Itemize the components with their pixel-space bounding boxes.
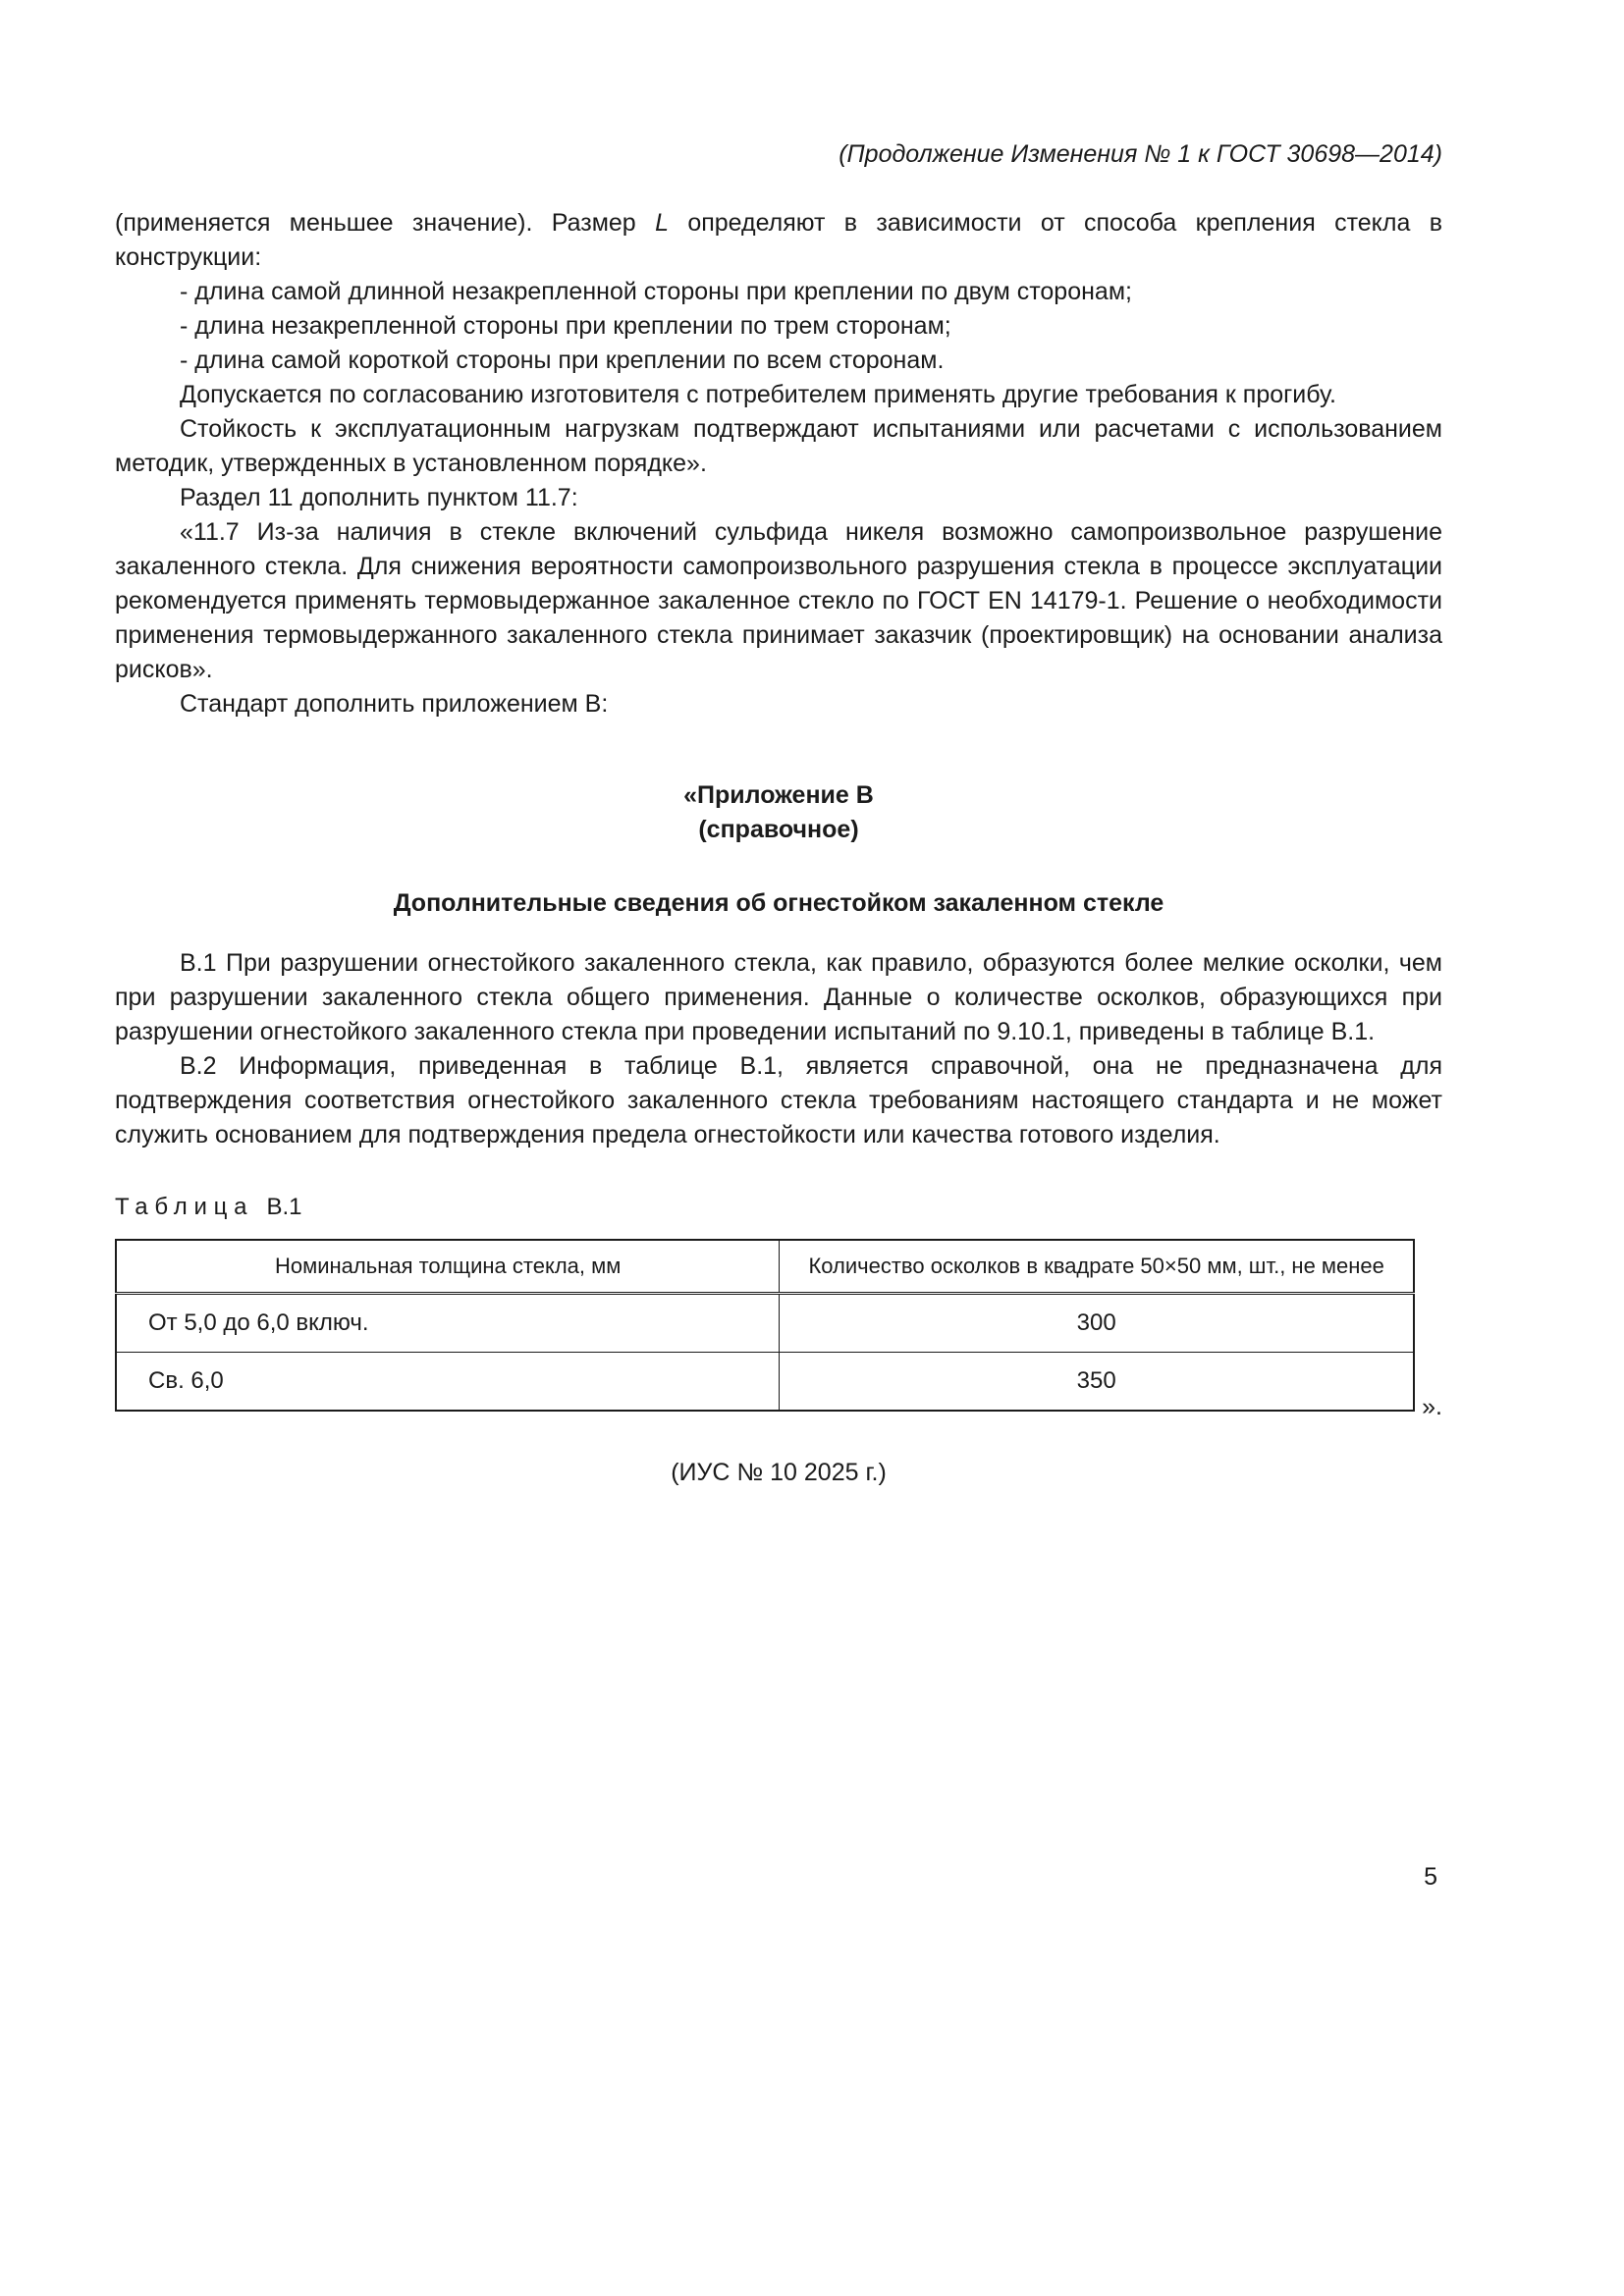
list-item-two-sides: - длина самой длинной незакрепленной стороны при креплении по двум сторонам; [180,278,1132,305]
appendix-subtitle: (справочное) [698,816,859,843]
paragraph-intro [115,206,1442,275]
page-number: 5 [1424,1863,1437,1891]
closing-quote: ». [1422,1393,1442,1420]
cell-count-2: 350 [780,1353,1414,1412]
cell-thickness-2: Св. 6,0 [116,1353,780,1412]
cell-count-1: 300 [780,1294,1414,1353]
column-header-thickness: Номинальная толщина стекла, мм [116,1240,780,1294]
paragraph-deflection: Допускается по согласованию изготовителя с потребителем применять другие требования к прогибу. [180,381,1336,408]
ius-note: (ИУС № 10 2025 г.) [671,1459,887,1486]
paragraph-durability: Стойкость к эксплуатационным нагрузкам подтверждают испытаниями или расчетами с использованием методик, утвержденных в установленном порядке». [115,415,1442,477]
shards-table [115,1239,1415,1412]
table-wrap [115,1239,1442,1420]
paragraph-b1: В.1 При разрушении огнестойкого закаленного стекла, как правило, образуются более мелкие осколки, чем при разрушении закаленного стекла общего применения. Данные о количестве осколков, образующихся при разрушении огнестойкого закаленного стекла при проведении испытаний по 9.10.1, приведены в таблице В.1. [115,949,1442,1045]
table-header-row [116,1240,1414,1294]
appendix-heading: Дополнительные сведения об огнестойком закаленном стекле [393,889,1164,917]
list-item-all-sides: - длина самой короткой стороны при креплении по всем сторонам. [180,347,945,374]
variable-L: L [655,209,669,237]
table-label-word: Таблица [115,1194,254,1220]
column-header-count: Количество осколков в квадрате 50×50 мм, шт., не менее [780,1240,1414,1294]
continuation-header: (Продолжение Изменения № 1 к ГОСТ 30698—2014) [839,140,1442,168]
intro-text-after: определяют в зависимости от способа крепления стекла в конструкции: [115,209,1442,271]
list-item-three-sides: - длина незакрепленной стороны при креплении по трем сторонам; [180,312,951,340]
table-row [116,1353,1414,1412]
table-label [115,1194,1442,1221]
paragraph-b2: В.2 Информация, приведенная в таблице В.1, является справочной, она не предназначена для подтверждения соответствия огнестойкого закаленного стекла требованиям настоящего стандарта и не может служить основанием для подтверждения предела огнестойкости или качества готового изделия. [115,1052,1442,1148]
intro-text-before: (применяется меньшее значение). Размер [115,209,656,237]
table-label-number: В.1 [266,1194,302,1220]
paragraph-11-7: «11.7 Из-за наличия в стекле включений сульфида никеля возможно самопроизвольное разрушение закаленного стекла. Для снижения вероятности самопроизвольного разрушения стекла в процессе эксплуатации рекомендуется применять термовыдержанное закаленное стекло по ГОСТ EN 14179-1. Решение о необходимости применения термовыдержанного закаленного стекла принимает заказчик (проектировщик) на основании анализа рисков». [115,518,1442,683]
table-row [116,1294,1414,1353]
paragraph-section-11: Раздел 11 дополнить пунктом 11.7: [180,484,578,511]
appendix-body [115,946,1442,1152]
appendix-title: «Приложение В [683,781,874,809]
cell-thickness-1: От 5,0 до 6,0 включ. [116,1294,780,1353]
paragraph-append-annex: Стандарт дополнить приложением В: [180,690,609,718]
